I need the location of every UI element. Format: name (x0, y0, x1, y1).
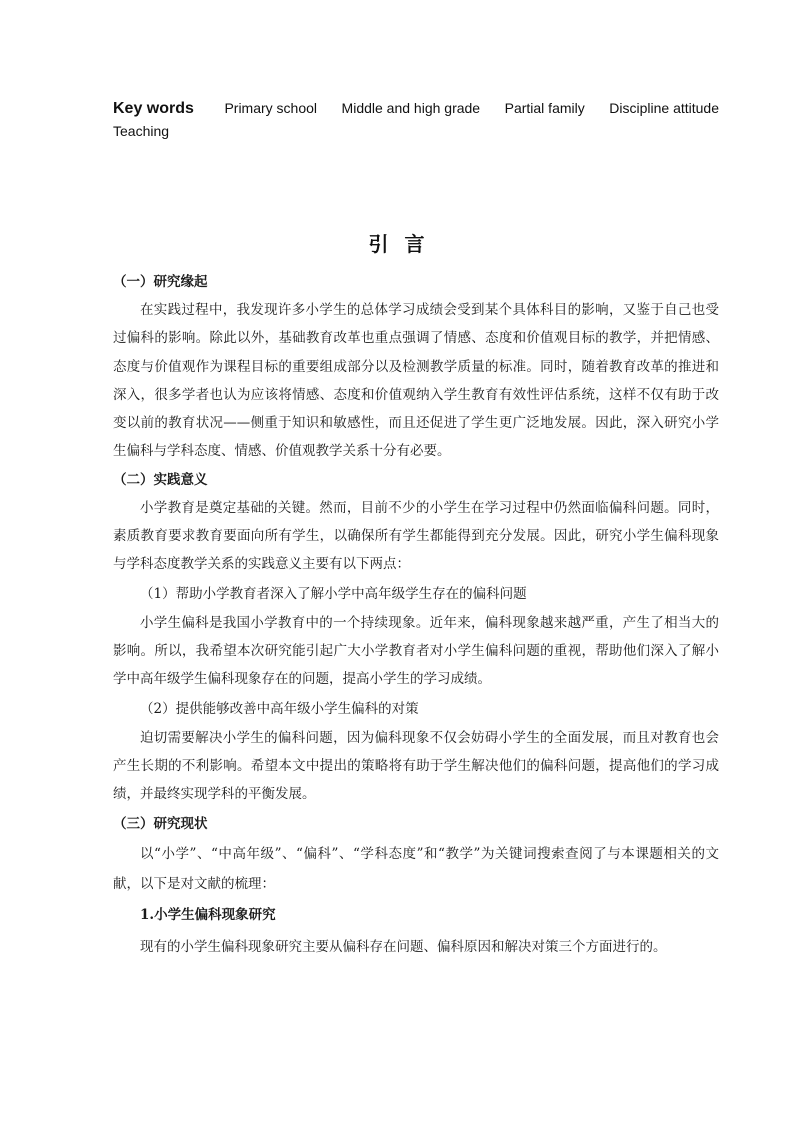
list-item-heading: （1）帮助小学教育者深入了解小学中高年级学生存在的偏科问题 (140, 585, 527, 602)
section-heading: （二）实践意义 (113, 471, 208, 488)
keywords-row-2 (113, 120, 719, 143)
keyword-term: Primary school (224, 100, 318, 116)
paragraph: 以“小学”、“中高年级”、“偏科”、“学科态度”和“教学”为关键词搜索查阅了与本课题相关的文献，以下是对文献的梳理： (113, 846, 719, 892)
keywords-row (113, 97, 719, 120)
section-title: 引言 (368, 232, 441, 256)
keywords-block (113, 97, 719, 143)
paragraph: 在实践过程中，我发现许多小学生的总体学习成绩会受到某个具体科目的影响，又鉴于自己也受过偏科的影响。除此以外，基础教育改革也重点强调了情感、态度和价值观目标的教学，并把情感、态度与价值观作为课程目标的重要组成部分以及检测教学质量的标准。同时，随着教育改革的推进和深入，很多学者也认为应该将情感、态度和价值观纳入学生教育有效性评估系统，这样不仅有助于改变以前的教育状况——侧重于知识和敏感性，而且还促进了学生更广泛地发展。因此，深入研究小学生偏科与学科态度、情感、价值观教学关系十分有必要。 (113, 302, 719, 460)
keywords-label: Key words (113, 100, 194, 117)
subsection-heading: 1.小学生偏科现象研究 (140, 907, 276, 924)
paragraph: 迫切需要解决小学生的偏科问题，因为偏科现象不仅会妨碍小学生的全面发展，而且对教育也会产生长期的不利影响。希望本文中提出的策略将有助于学生解决他们的偏科问题，提高他们的学习成绩，并最终实现学科的平衡发展。 (113, 729, 719, 803)
paragraph: 小学生偏科是我国小学教育中的一个持续现象。近年来，偏科现象越来越严重，产生了相当大的影响。所以，我希望本次研究能引起广大小学教育者对小学生偏科问题的重视，帮助他们深入了解小学中高年级学生偏科现象存在的问题，提高小学生的学习成绩。 (113, 614, 719, 688)
keyword-term: Middle and high grade (341, 100, 481, 116)
keyword-term: Teaching (113, 123, 170, 139)
keyword-term: Discipline attitude (609, 100, 719, 116)
list-item-heading: （2）提供能够改善中高年级小学生偏科的对策 (140, 700, 419, 717)
keyword-term: Partial family (504, 100, 585, 116)
section-heading: （三）研究现状 (113, 816, 208, 833)
section-heading: （一）研究缘起 (113, 274, 208, 290)
paragraph: 现有的小学生偏科现象研究主要从偏科存在问题、偏科原因和解决对策三个方面进行的。 (140, 939, 667, 956)
paragraph: 小学教育是奠定基础的关键。然而，目前不少的小学生在学习过程中仍然面临偏科问题。同时，素质教育要求教育要面向所有学生，以确保所有学生都能得到充分发展。因此，研究小学生偏科现象与学科态度教学关系的实践意义主要有以下两点： (113, 499, 719, 573)
document-body (113, 268, 719, 963)
